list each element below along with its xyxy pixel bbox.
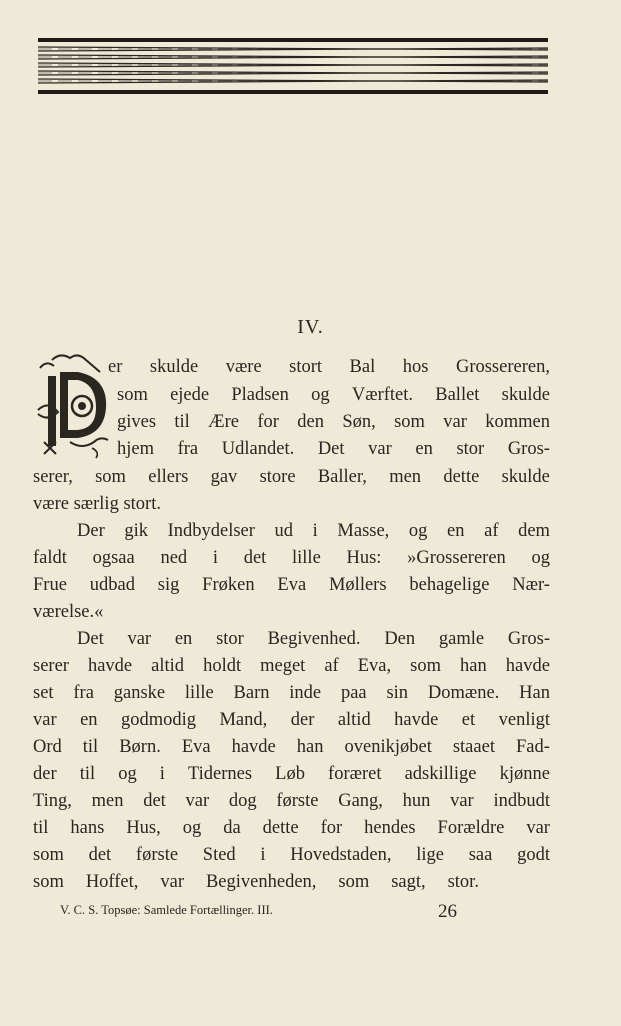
text-line: gives til Ære for den Søn, som var kommen bbox=[117, 412, 550, 432]
text-line: Frue udbad sig Frøken Eva Møllers behagelige Nær- bbox=[33, 575, 550, 595]
text-line: er skulde være stort Bal hos Grossereren, bbox=[108, 357, 550, 377]
text-line: serer havde altid holdt meget af Eva, som han havde bbox=[33, 656, 550, 676]
text-line: som det første Sted i Hovedstaden, lige saa godt bbox=[33, 845, 550, 865]
text-line: serer, som ellers gav store Baller, men dette skulde bbox=[33, 467, 550, 487]
dropcap-ornament bbox=[30, 350, 110, 460]
text-line: faldt ogsaa ned i det lille Hus: »Grossereren og bbox=[33, 548, 550, 568]
text-line: Der gik Indbydelser ud i Masse, og en af dem bbox=[77, 521, 550, 541]
text-line: værelse.« bbox=[33, 602, 104, 622]
ornamental-header-band bbox=[38, 38, 548, 94]
text-line: Ord til Børn. Eva havde han ovenikjøbet staaet Fad- bbox=[33, 737, 550, 757]
text-line: til hans Hus, og da dette for hendes Forældre var bbox=[33, 818, 550, 838]
text-line: set fra ganske lille Barn inde paa sin Domæne. Han bbox=[33, 683, 550, 703]
text-line: som ejede Pladsen og Værftet. Ballet skulde bbox=[117, 385, 550, 405]
text-line: der til og i Tidernes Løb foræret adskillige kjønne bbox=[33, 764, 550, 784]
text-line: var en godmodig Mand, der altid havde et venligt bbox=[33, 710, 550, 730]
text-line: Ting, men det var dog første Gang, hun var indbudt bbox=[33, 791, 550, 811]
footer-signature: V. C. S. Topsøe: Samlede Fortællinger. III. bbox=[60, 903, 273, 917]
text-line: som Hoffet, var Begivenheden, som sagt, stor. bbox=[33, 872, 479, 892]
footer-sheet-number: 26 bbox=[438, 901, 457, 922]
text-line: Det var en stor Begivenhed. Den gamle Gros- bbox=[77, 629, 550, 649]
text-line: hjem fra Udlandet. Det var en stor Gros- bbox=[117, 439, 550, 459]
chapter-heading: IV. bbox=[297, 316, 324, 338]
text-line: være særlig stort. bbox=[33, 494, 161, 514]
